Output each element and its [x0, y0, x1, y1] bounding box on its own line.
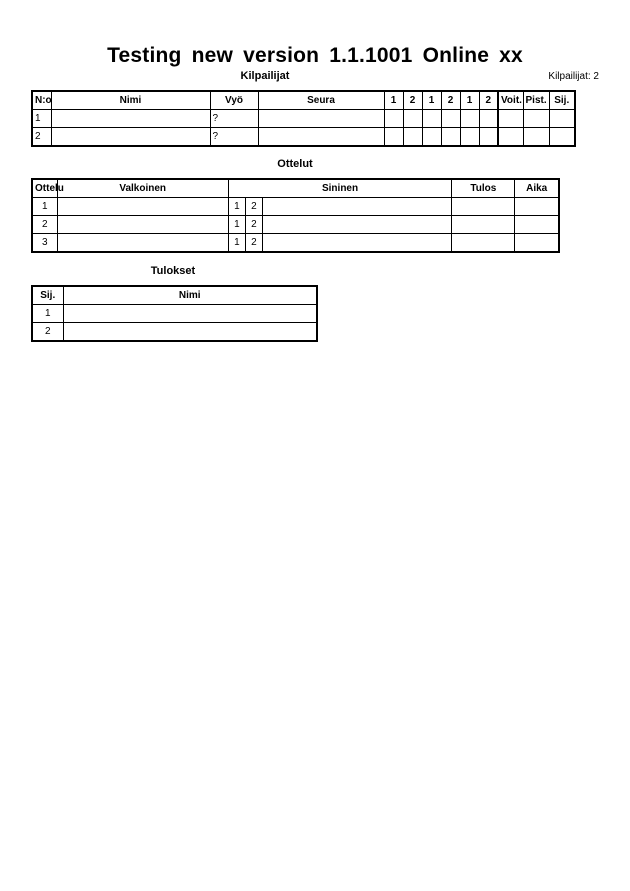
matches-header-row: [32, 179, 559, 198]
matches-table: [31, 178, 560, 253]
col-pist: Pist.: [523, 91, 549, 110]
results-heading: Tulokset: [150, 265, 196, 277]
results-header-row: [32, 286, 317, 305]
blue-slot: 2: [245, 216, 262, 234]
col-ottelu: Ottelu: [32, 179, 57, 198]
participant-no: 2: [32, 128, 51, 147]
blue-competitor: [262, 216, 451, 234]
match-number: 3: [32, 234, 57, 253]
page-title: Testing new version 1.1.1001 Online xx: [107, 44, 523, 67]
blue-slot: 2: [245, 234, 262, 253]
white-competitor: [57, 216, 228, 234]
col-no: N:o: [32, 91, 51, 110]
score-cell: [479, 128, 498, 147]
score-cell: [441, 110, 460, 128]
col-round-1b: 2: [403, 91, 422, 110]
col-voit: Voit.: [498, 91, 523, 110]
table-row: [32, 323, 317, 342]
col-valkoinen: Valkoinen: [57, 179, 228, 198]
table-row: [32, 110, 575, 128]
result-cell: [452, 234, 515, 253]
score-cell: [403, 110, 422, 128]
table-row: [32, 216, 559, 234]
result-cell: [452, 216, 515, 234]
score-cell: [384, 110, 403, 128]
col-seura: Seura: [258, 91, 384, 110]
white-slot: 1: [228, 198, 245, 216]
col-sij: Sij.: [32, 286, 63, 305]
col-round-1a: 1: [384, 91, 403, 110]
score-cell: [384, 128, 403, 147]
col-tulos: Tulos: [452, 179, 515, 198]
participant-club: [258, 110, 384, 128]
match-number: 2: [32, 216, 57, 234]
result-cell: [452, 198, 515, 216]
white-competitor: [57, 234, 228, 253]
rank-number: 1: [32, 305, 63, 323]
wins-cell: [498, 128, 523, 147]
score-cell: [479, 110, 498, 128]
rank-cell: [549, 110, 575, 128]
col-nimi: Nimi: [51, 91, 210, 110]
blue-competitor: [262, 234, 451, 253]
table-row: [32, 128, 575, 147]
participants-table: [31, 90, 576, 147]
white-slot: 1: [228, 234, 245, 253]
result-name: [63, 323, 317, 342]
col-vyo: Vyö: [210, 91, 258, 110]
table-row: [32, 305, 317, 323]
participant-name: [51, 110, 210, 128]
participant-belt: ?: [210, 110, 258, 128]
white-competitor: [57, 198, 228, 216]
white-slot: 1: [228, 216, 245, 234]
points-cell: [523, 128, 549, 147]
table-row: [32, 198, 559, 216]
participant-count: Kilpailijat: 2: [548, 71, 599, 82]
matches-heading: Ottelut: [277, 158, 313, 170]
time-cell: [515, 198, 559, 216]
col-sininen: Sininen: [228, 179, 451, 198]
col-sij: Sij.: [549, 91, 575, 110]
participants-heading: Kilpailijat: [240, 70, 290, 82]
score-cell: [460, 110, 479, 128]
score-cell: [460, 128, 479, 147]
table-row: [32, 234, 559, 253]
col-nimi: Nimi: [63, 286, 317, 305]
score-cell: [422, 110, 441, 128]
time-cell: [515, 216, 559, 234]
rank-number: 2: [32, 323, 63, 342]
score-cell: [441, 128, 460, 147]
wins-cell: [498, 110, 523, 128]
results-table: [31, 285, 318, 342]
rank-cell: [549, 128, 575, 147]
blue-slot: 2: [245, 198, 262, 216]
col-aika: Aika: [515, 179, 559, 198]
participant-club: [258, 128, 384, 147]
result-name: [63, 305, 317, 323]
points-cell: [523, 110, 549, 128]
score-cell: [403, 128, 422, 147]
score-cell: [422, 128, 441, 147]
blue-competitor: [262, 198, 451, 216]
match-number: 1: [32, 198, 57, 216]
participant-no: 1: [32, 110, 51, 128]
participants-header-row: [32, 91, 575, 110]
participant-belt: ?: [210, 128, 258, 147]
col-round-2a: 1: [422, 91, 441, 110]
col-round-3b: 2: [479, 91, 498, 110]
col-round-2b: 2: [441, 91, 460, 110]
participant-name: [51, 128, 210, 147]
time-cell: [515, 234, 559, 253]
col-round-3a: 1: [460, 91, 479, 110]
